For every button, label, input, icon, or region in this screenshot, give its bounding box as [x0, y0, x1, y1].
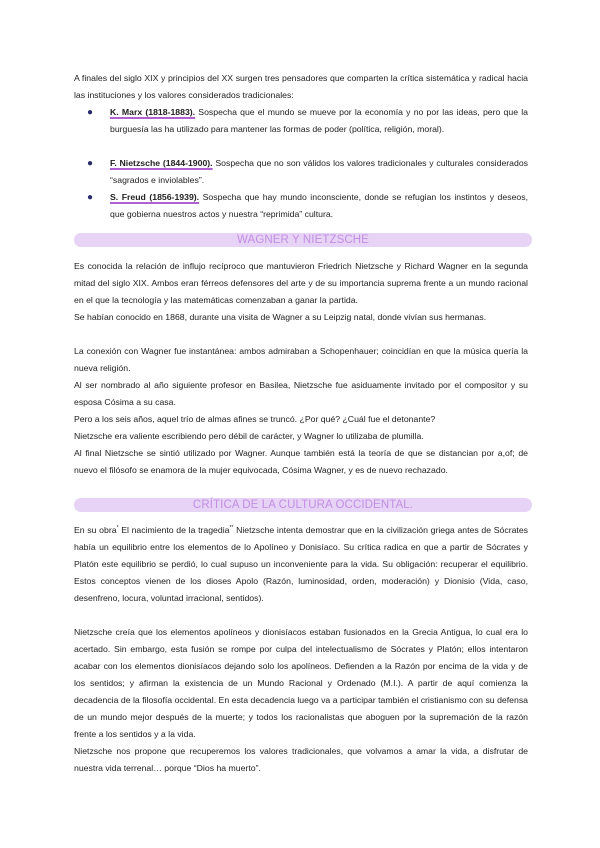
wagner-paragraph-2: Se habían conocido en 1868, durante una visita de Wagner a su Leipzig natal, donde vivían sus hermanas. — [74, 312, 487, 322]
section-heading-wagner — [74, 233, 532, 247]
section-heading-critica — [74, 498, 532, 512]
bullet-nietzsche-text: Sospecha que no son válidos los valores tradicionales y culturales considerados “sagrados e inviolables”. — [110, 158, 529, 185]
wagner-paragraph-3: La conexión con Wagner fue instantánea: ambos admiraban a Schopenhauer; coincidían en que la música quería la nueva religión. — [74, 346, 528, 373]
footnote-marker: ** — [229, 525, 234, 532]
critica-paragraph-3: Nietzsche nos propone que recuperemos los valores tradicionales, que volvamos a amar la vida, a disfrutar de nuestra vida terrenal… porque “Dios ha muerto”. — [74, 746, 528, 773]
wagner-paragraph-5: Pero a los seis años, aquel trío de almas afines se truncó. ¿Por qué? ¿Cuál fue el detonante? — [74, 414, 436, 424]
wagner-paragraph-1: Es conocida la relación de influjo recíproco que mantuvieron Friedrich Nietzsche y Richard Wagner en la segunda mitad del siglo XIX. Ambos eran férreos defensores del arte y de su importancia suprema frente a un mundo racional en el que la tecnología y las matemáticas comenzaban a ganar la partida. — [74, 261, 528, 305]
bullet-nietzsche-name: F. Nietzsche (1844-1900). — [110, 158, 213, 168]
bullet-nietzsche — [87, 155, 529, 189]
bullet-dot-icon: ● — [87, 158, 94, 169]
bullet-marx-name: K. Marx (1818-1883). — [110, 107, 196, 117]
section-title-critica: CRÍTICA DE LA CULTURA OCCIDENTAL. — [192, 499, 414, 511]
bullet-freud-text: Sospecha que hay mundo inconsciente, donde se refugian los instintos y deseos, que gobierna nuestros actos y nuestra “reprimida” cultura. — [110, 192, 528, 219]
bullet-freud — [87, 189, 528, 223]
wagner-paragraph-7: Al final Nietzsche se sintió utilizado por Wagner. Aunque también está la teoría de que se distancian por a,of; de nuevo el filósofo se enamora de la mujer equivocada, Cósima Wagner, y es de nuevo rechazado. — [74, 448, 528, 475]
intro-paragraph: A finales del siglo XIX y principios del XX surgen tres pensadores que comparten la crítica sistemática y radical hacia las instituciones y los valores considerados tradicionales: — [74, 73, 528, 100]
wagner-paragraph-4: Al ser nombrado al año siguiente profesor en Basilea, Nietzsche fue asiduamente invitado por el compositor y su esposa Cósima a su casa. — [74, 380, 528, 407]
bullet-marx-text: Sospecha que el mundo se mueve por la economía y no por las ideas, pero que la burguesía las ha utilizado para mantener las formas de poder (política, religión, moral). — [110, 107, 528, 134]
footnote-marker: * — [116, 525, 119, 532]
bullet-dot-icon: ● — [87, 192, 94, 203]
bullet-marx — [87, 104, 528, 138]
critica-paragraph-1: En su obra* El nacimiento de la tragedia** Nietzsche intenta demostrar que en la civilización griega antes de Sócrates había un equilibrio entre los elementos de lo Apolíneo y Donisíaco. Su crítica radica en que a partir de Sócrates y Platón este equilibrio se perdió, lo cual supuso un inconveniente para la vida. Su obligación: recuperar el equilibrio. Estos conceptos vienen de los dioses Apolo (Razón, luminosidad, orden, moderación) y Dionisio (Vida, caso, desenfreno, locura, voluntad irracional, sentidos). — [74, 525, 529, 603]
bullet-dot-icon: ● — [87, 107, 94, 118]
critica-paragraph-2: Nietzsche creía que los elementos apolíneos y dionisíacos estaban fusionados en la Grecia Antigua, lo cual era lo acertado. Sin embargo, esta fusión se rompe por culpa del intelectualismo de Sócrates y Platón; ellos intentaron acabar con los elementos dionisíacos dejando solo los apolíneos. Defienden a la Razón por encima de la vida y de los sentidos; y afirman la existencia de un Mundo Racional y Ordenado (M.I.). A partir de aquí comienza la decadencia de la filosofía occidental. En esta decadencia luego va a participar también el cristianismo con su defensa de un mundo mejor después de la muerte; y todos los racionalistas que aboguen por la supremación de la razón frente a los sentidos y a la vida. — [74, 627, 528, 739]
bullet-freud-name: S. Freud (1856-1939). — [110, 192, 200, 202]
section-title-wagner: WAGNER Y NIETZSCHE — [237, 234, 369, 246]
wagner-paragraph-6: Nietzsche era valiente escribiendo pero débil de carácter, y Wagner lo utilizaba de plumilla. — [74, 431, 424, 441]
